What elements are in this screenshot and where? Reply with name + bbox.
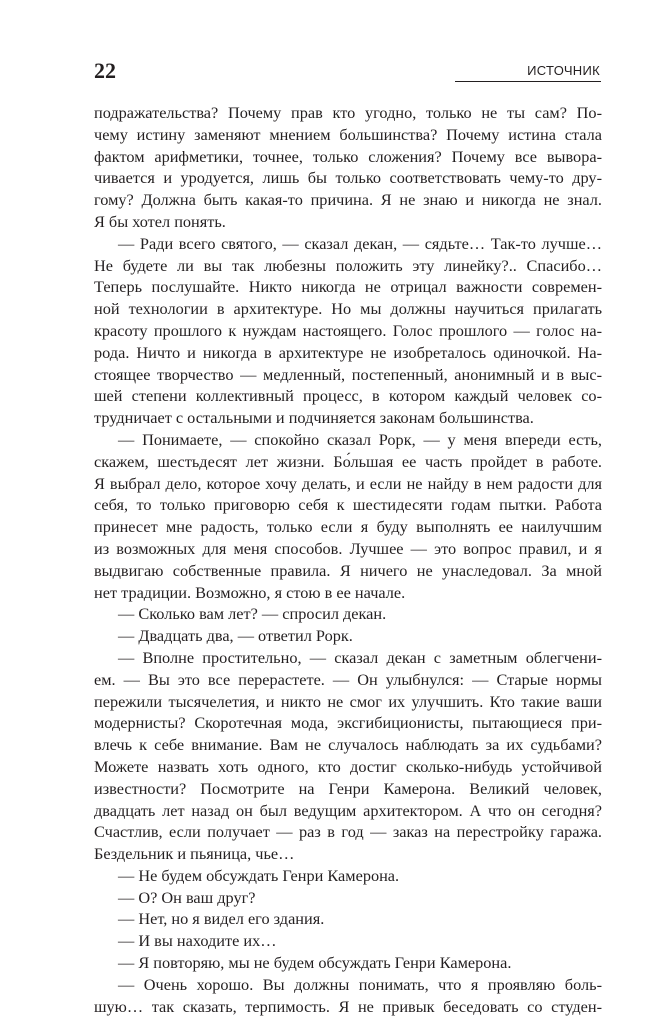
text-line: модернисты? Скоротечная мода, эксгибиционисты, пытающиеся при- [94,713,602,733]
text-line: — Двадцать два, — ответил Рорк. [118,626,353,646]
text-line: из возможных для меня способов. Лучшее — это вопрос правил, и я [94,538,602,558]
text-line: фактом арифметики, точнее, только сложения? Почему все вывора- [94,146,602,166]
text-line: скажем, шестьдесят лет жизни. Бо́льшая ее часть пройдет в работе. [94,451,602,471]
text-line: известности? Посмотрите на Генри Камерона. Великий человек, [94,778,602,798]
text-line: пережили тысячелетия, и никто не смог их улучшить. Кто такие ваши [94,691,602,711]
text-line: — Вполне простительно, — сказал декан с заметным облегчени- [118,647,602,667]
text-line: Теперь послушайте. Никто никогда не отрицал важности современ- [94,277,602,297]
text-line: стоящее творчество — медленный, постепенный, анонимный и в выс- [94,364,602,384]
text-line: гому? Должна быть какая-то причина. Я не знаю и никогда не знал. [94,190,602,210]
body-text [94,102,602,1017]
text-line: — И вы находите их… [118,931,277,951]
text-line: шей степени коллективный процесс, в котором каждый человек со- [94,386,602,406]
running-head: ИСТОЧНИК [527,63,600,78]
text-line: шую… так сказать, терпимость. Я не привык беседовать со студен- [94,996,602,1016]
text-line: чему истину заменяют мнением большинства? Почему истина стала [94,124,602,144]
text-line: — О? Он ваш друг? [118,887,256,907]
text-line: себя, то только приговорю себя к шестидесяти годам пытки. Работа [94,495,602,515]
text-line: Бездельник и пьяница, чье… [94,844,295,864]
header-rule [455,81,601,82]
text-line: Я бы хотел понять. [94,211,226,231]
text-line: нет традиции. Возможно, я стою в ее начале. [94,582,406,602]
text-line: ем. — Вы это все перерастете. — Он улыбнулся: — Старые нормы [94,669,602,689]
text-line: Счастлив, если получает — раз в год — заказ на перестройку гаража. [94,822,602,842]
text-line: — Я повторяю, мы не будем обсуждать Генри Камерона. [118,953,512,973]
text-line: — Сколько вам лет? — спросил декан. [118,604,387,624]
text-line: ной технологии в архитектуре. Но мы должны научиться прилагать [94,299,602,319]
text-line: рода. Ничто и никогда в архитектуре не изобреталось одиночкой. На- [94,342,602,362]
page-number: 22 [94,58,116,83]
text-line: чивается и уродуется, лишь бы только соответствовать чему-то дру- [94,168,602,188]
text-line: Не будете ли вы так любезны положить эту линейку?.. Спасибо… [94,255,602,275]
text-line: подражательства? Почему прав кто угодно, только не ты сам? По- [94,103,602,122]
text-line: Можете назвать хоть одного, кто достиг сколько-нибудь устойчивой [94,756,602,776]
text-line: выдвигаю собственные правила. Я ничего не унаследовал. За мной [94,560,602,580]
text-line: влечь к себе внимание. Вам не случалось наблюдать за их судьбами? [94,735,602,755]
text-line: Я выбрал дело, которое хочу делать, и если не найду в нем радости для [94,473,602,493]
text-line: — Не будем обсуждать Генри Камерона. [118,865,400,885]
text-line: трудничает с остальными и подчиняется законам большинства. [94,408,534,428]
text-line: — Понимаете, — спокойно сказал Рорк, — у меня впереди есть, [118,429,602,449]
text-line: — Нет, но я видел его здания. [118,909,325,929]
text-line: двадцать лет назад он был ведущим архитектором. А что он сегодня? [94,800,602,820]
text-line: — Очень хорошо. Вы должны понимать, что я проявляю боль- [118,974,602,994]
text-line: — Ради всего святого, — сказал декан, — сядьте… Так-то лучше… [118,233,602,253]
text-line: принесет мне радость, только если я буду выполнять ее наилучшим [94,517,602,537]
text-line: красоту прошлого к нуждам настоящего. Голос прошлого — голос на- [94,320,602,340]
